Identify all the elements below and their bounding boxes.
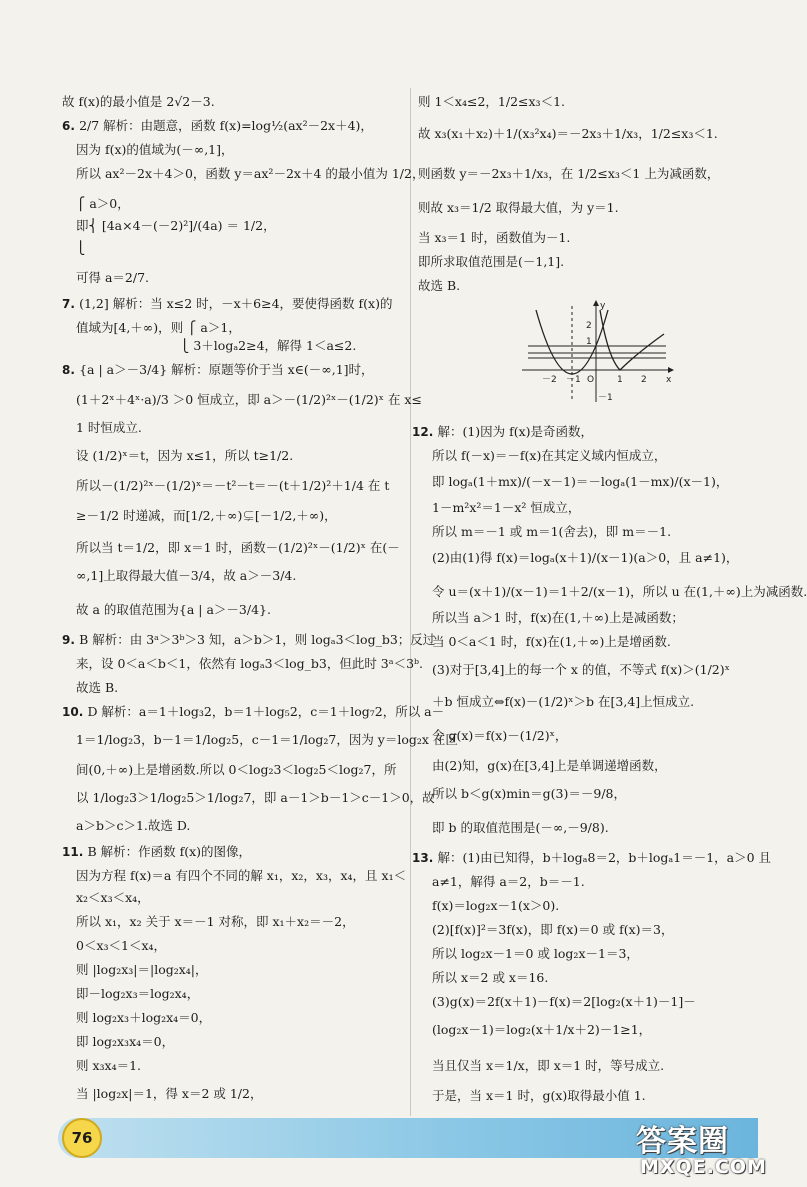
answer-line: 则函数 y＝－2x₃＋1/x₃，在 1/2≤x₃＜1 上为减函数， <box>418 166 720 181</box>
answer-line: 所以－(1/2)²ˣ－(1/2)ˣ＝－t²－t＝－(t＋1/2)²＋1/4 在 t <box>76 478 390 493</box>
answer-line: 令 u＝(x＋1)/(x－1)＝1＋2/(x－1)，所以 u 在(1,＋∞)上为减函数. <box>432 584 807 599</box>
answer-line: 当 0＜a＜1 时，f(x)在(1,＋∞)上是增函数. <box>432 634 671 649</box>
problem-number: 13. <box>412 851 438 865</box>
answer-line: 故 a 的取值范围为{a | a＞－3/4}. <box>76 602 271 617</box>
answer-line: 即－log₂x₃＝log₂x₄， <box>76 986 200 1001</box>
answer-line: 0＜x₃＜1＜x₄， <box>76 938 167 953</box>
problem-text: D 解析：a＝1＋log₃2，b＝1＋log₅2，c＝1＋log₇2，所以 a－ <box>87 704 445 719</box>
answer-line: 可得 a＝2/7. <box>76 270 150 285</box>
answer-line: f(x)＝log₂x－1(x＞0). <box>432 898 560 913</box>
answer-line: 故 x₃(x₁＋x₂)＋1/(x₃²x₄)＝－2x₃＋1/x₃，1/2≤x₃＜1. <box>418 126 718 141</box>
answer-line: 所以当 a＞1 时，f(x)在(1,＋∞)上是减函数； <box>432 610 684 625</box>
answer-line: a≠1，解得 a＝2，b＝－1. <box>432 874 585 889</box>
answer-line: (2)由(1)得 f(x)＝logₐ(x＋1)/(x－1)(a＞0，且 a≠1)， <box>432 550 739 565</box>
problem-number: 6. <box>62 119 80 133</box>
answer-line: ⎩ 3＋logₐ2≥4，解得 1＜a≤2. <box>180 338 357 353</box>
answer-line: 故选 B. <box>418 278 461 293</box>
answer-line: 当 |log₂x|＝1，得 x＝2 或 1/2， <box>76 1086 263 1101</box>
graph-y-arrow <box>593 300 599 306</box>
answer-line <box>62 844 251 860</box>
answer-line <box>62 118 373 134</box>
answer-line: x₂＜x₃＜x₄， <box>76 890 150 905</box>
answer-line: 以 1/log₂3＞1/log₂5＞1/log₂7，即 a－1＞b－1＞c－1＞0，故 <box>76 790 435 805</box>
answer-line: 所以 m＝－1 或 m＝1(舍去)，即 m＝－1. <box>432 524 672 539</box>
answer-line: 所以 ax²－2x＋4＞0，函数 y＝ax²－2x＋4 的最小值为 1/2， <box>76 166 425 181</box>
problem-number: 10. <box>62 705 88 719</box>
problem-number: 8. <box>62 363 80 377</box>
graph-tick-x-2: 2 <box>641 375 647 385</box>
answer-line <box>62 296 392 312</box>
answer-line: 当且仅当 x＝1/x，即 x＝1 时，等号成立. <box>432 1058 665 1073</box>
answer-line: 所以当 t＝1/2，即 x＝1 时，函数－(1/2)²ˣ－(1/2)ˣ 在(－ <box>76 540 400 555</box>
answer-line: 即 log₂x₃x₄＝0， <box>76 1034 175 1049</box>
answer-line <box>412 850 771 866</box>
answer-line: 当 x₃＝1 时，函数值为－1. <box>418 230 571 245</box>
graph-log-curve <box>600 310 664 370</box>
answer-line: (3)对于[3,4]上的每一个 x 的值，不等式 f(x)＞(1/2)ˣ <box>432 662 730 677</box>
answer-line: 间(0,＋∞)上是增函数.所以 0＜log₂3＜log₂5＜log₂7，所 <box>76 762 397 777</box>
graph-tick-x-neg1: －1 <box>566 375 581 385</box>
answer-line: 1－m²x²＝1－x² 恒成立， <box>432 500 581 515</box>
answer-line <box>62 704 444 720</box>
answer-line: ＋b 恒成立⇔f(x)－(1/2)ˣ＞b 在[3,4]上恒成立. <box>432 694 695 709</box>
answer-line: ≥－1/2 时递减，而[1/2,＋∞)⊊[－1/2,＋∞)， <box>76 508 337 523</box>
problem-text: 2/7 解析：由题意，函数 f(x)=log½(ax²－2x＋4)， <box>79 118 373 133</box>
answer-line: 值域为[4,＋∞)，则 ⎧ a＞1， <box>76 320 241 335</box>
answer-line: 所以 f(－x)＝－f(x)在其定义域内恒成立， <box>432 448 667 463</box>
answer-line: 所以 x₁，x₂ 关于 x＝－1 对称，即 x₁＋x₂＝－2， <box>76 914 355 929</box>
answer-line: 则 x₃x₄＝1. <box>76 1058 142 1073</box>
answer-line: 即 b 的取值范围是(－∞,－9/8). <box>432 820 609 835</box>
problem-text: B 解析：由 3ᵃ＞3ᵇ＞3 知，a＞b＞1，则 logₐ3＜log_b3；反过 <box>79 632 436 647</box>
graph-tick-y-neg1: －1 <box>598 393 613 403</box>
problem-number: 9. <box>62 633 80 647</box>
graph-tick-y-1: 1 <box>586 337 592 347</box>
problem-text: {a | a＞－3/4} 解析：原题等价于当 x∈(－∞,1]时， <box>79 362 374 377</box>
answer-line: 因为方程 f(x)＝a 有四个不同的解 x₁，x₂，x₃，x₄，且 x₁＜ <box>76 868 407 883</box>
answer-line <box>62 362 374 378</box>
answer-line: 故选 B. <box>76 680 119 695</box>
problem-text: (1,2] 解析：当 x≤2 时，－x＋6≥4，要使得函数 f(x)的 <box>79 296 393 311</box>
answer-line: 即⎨ [4a×4－(－2)²]/(4a) ＝ 1/2， <box>76 218 276 233</box>
answer-line: (log₂x－1)＝log₂(x＋1/x＋2)－1≥1， <box>432 1022 652 1037</box>
answer-line: 所以 x＝2 或 x＝16. <box>432 970 549 985</box>
graph-tick-x-origin: O <box>587 375 595 385</box>
answer-line: 1 时恒成立. <box>76 420 142 435</box>
answer-line: 则 1＜x₄≤2，1/2≤x₃＜1. <box>418 94 565 109</box>
answer-line: (2)[f(x)]²＝3f(x)，即 f(x)＝0 或 f(x)＝3， <box>432 922 674 937</box>
answer-line: 由(2)知，g(x)在[3,4]上是单调递增函数， <box>432 758 667 773</box>
graph-x-label: x <box>666 375 672 385</box>
graph-x-arrow <box>668 367 674 373</box>
answer-line: 故 f(x)的最小值是 2√2－3. <box>62 94 215 109</box>
answer-line: 即 logₐ(1＋mx)/(－x－1)＝－logₐ(1－mx)/(x－1)， <box>432 474 729 489</box>
answer-line: 所以 b＜g(x)min＝g(3)＝－9/8， <box>432 786 627 801</box>
answer-line: (3)g(x)＝2f(x＋1)－f(x)＝2[log₂(x＋1)－1]－ <box>432 994 696 1009</box>
graph-tick-x-1: 1 <box>617 375 623 385</box>
answer-line: 设 (1/2)ˣ＝t，因为 x≤1，所以 t≥1/2. <box>76 448 294 463</box>
problem-number: 11. <box>62 845 88 859</box>
answer-line: 则 |log₂x₃|＝|log₂x₄|， <box>76 962 208 977</box>
answer-line: 于是，当 x＝1 时，g(x)取得最小值 1. <box>432 1088 646 1103</box>
watermark-cn: 答案圈 <box>636 1124 729 1159</box>
answer-line: (1＋2ˣ＋4ˣ·a)/3 ＞0 恒成立，即 a＞－(1/2)²ˣ－(1/2)ˣ 在 x≤ <box>76 392 422 407</box>
page-number: 76 <box>62 1118 102 1158</box>
column-divider <box>410 88 411 1116</box>
answer-line: 因为 f(x)的值域为(－∞,1]， <box>76 142 234 157</box>
answer-line: ⎩ <box>76 240 86 255</box>
watermark-logo <box>636 1116 767 1182</box>
function-graph-svg <box>518 298 676 408</box>
graph-y-label: y <box>600 301 606 311</box>
answer-line: a＞b＞c＞1.故选 D. <box>76 818 191 833</box>
answer-line: 所以 log₂x－1＝0 或 log₂x－1＝3， <box>432 946 639 961</box>
answer-line: 1＝1/log₂3，b－1＝1/log₂5，c－1＝1/log₂7，因为 y＝log₂x 在区 <box>76 732 458 747</box>
answer-line <box>62 632 435 648</box>
answer-line: ∞,1]上取得最大值－3/4，故 a＞－3/4. <box>76 568 297 583</box>
watermark-en: MXQE.COM <box>640 1156 767 1178</box>
problem-text: B 解析：作函数 f(x)的图像， <box>87 844 251 859</box>
answer-line <box>412 424 593 440</box>
graph-tick-x-neg2: －2 <box>542 375 557 385</box>
answer-line: 来，设 0＜a＜b＜1，依然有 logₐ3＜log_b3，但此时 3ᵃ＜3ᵇ. <box>76 656 424 671</box>
answer-line: ⎧ a＞0， <box>76 196 130 211</box>
problem-text: 解：(1)因为 f(x)是奇函数， <box>437 424 594 439</box>
answer-line: 则 log₂x₃＋log₂x₄＝0， <box>76 1010 212 1025</box>
answer-line: 即所求取值范围是(－1,1]. <box>418 254 565 269</box>
problem-number: 7. <box>62 297 80 311</box>
graph-tick-y-2: 2 <box>586 321 592 331</box>
answer-line: 则故 x₃＝1/2 取得最大值，为 y＝1. <box>418 200 619 215</box>
function-graph <box>518 298 676 408</box>
problem-number: 12. <box>412 425 438 439</box>
answer-line: 令 g(x)＝f(x)－(1/2)ˣ， <box>432 728 568 743</box>
problem-text: 解：(1)由已知得，b＋logₐ8＝2，b＋logₐ1＝－1，a＞0 且 <box>437 850 772 865</box>
